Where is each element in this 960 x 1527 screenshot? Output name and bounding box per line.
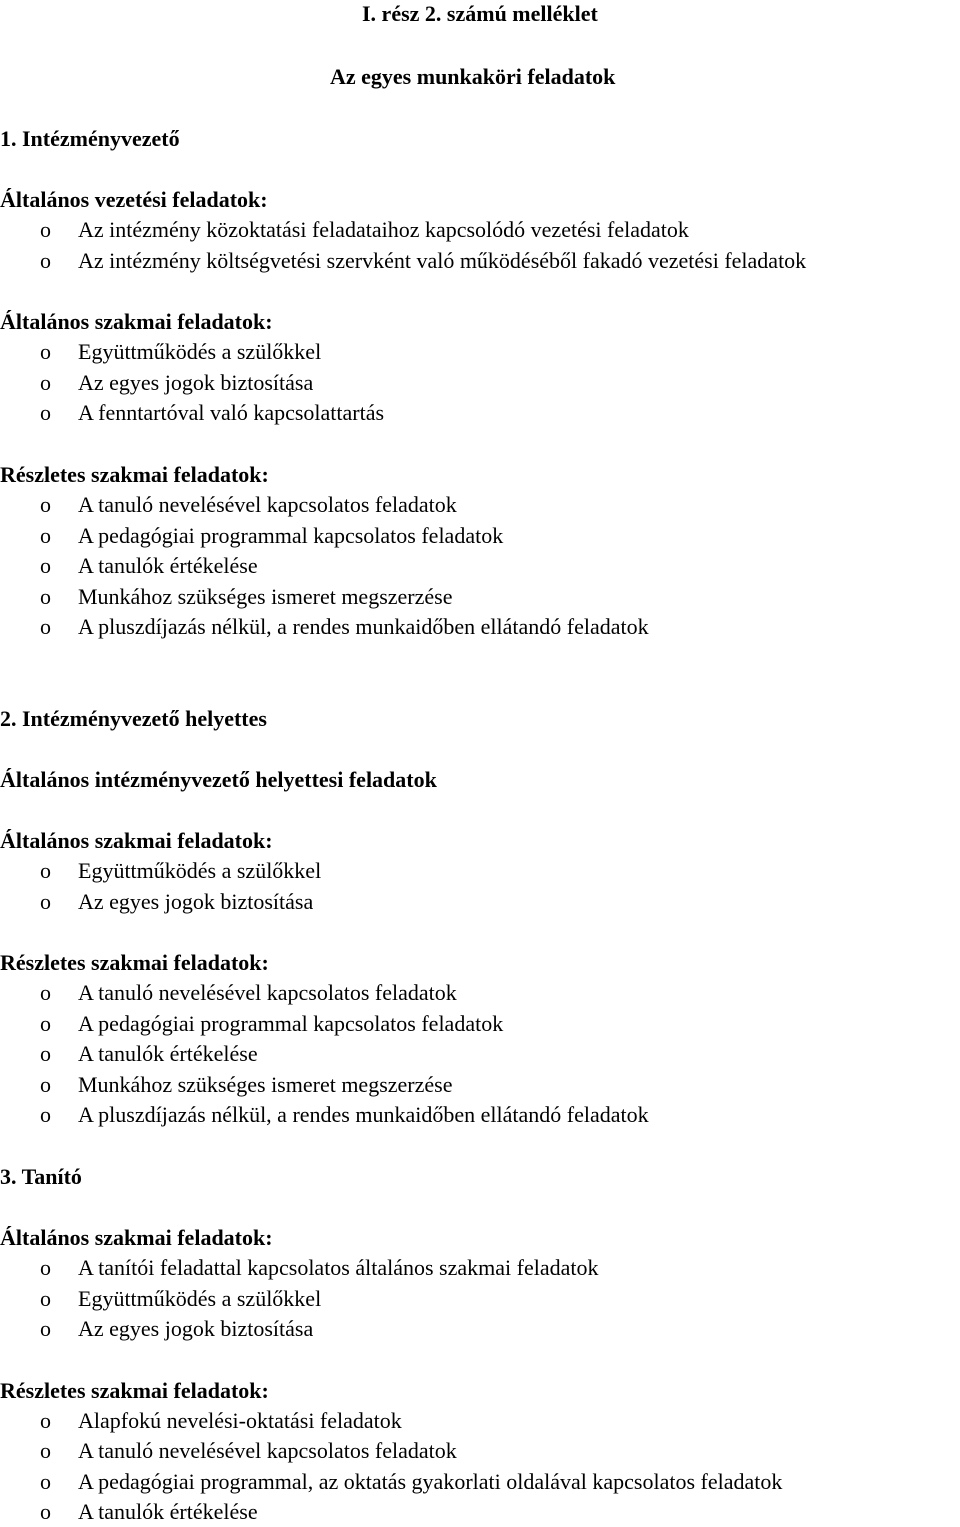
list-item-text: Együttműködés a szülőkkel [78, 1286, 322, 1311]
list-item-text: Az intézmény közoktatási feladataihoz kapcsolódó vezetési feladatok [78, 217, 689, 242]
list-item-text: A pedagógiai programmal, az oktatás gyakorlati oldalával kapcsolatos feladatok [78, 1469, 783, 1494]
list-item-text: A tanuló nevelésével kapcsolatos feladatok [78, 980, 457, 1005]
bullet-marker: o [40, 1102, 51, 1127]
bullet-marker: o [40, 1255, 51, 1280]
bullet-marker: o [40, 492, 51, 517]
bullet-marker: o [40, 1041, 51, 1066]
list-item-text: A tanuló nevelésével kapcsolatos feladatok [78, 492, 457, 517]
list-item-text: Az egyes jogok biztosítása [78, 1316, 314, 1341]
bullet-marker: o [40, 980, 51, 1005]
bullet-marker: o [40, 1011, 51, 1036]
bullet-marker: o [40, 1316, 51, 1341]
section-title: 3. Tanító [0, 1164, 82, 1189]
section-title: 2. Intézményvezető helyettes [0, 706, 267, 731]
section-subtitle: Általános intézményvezető helyettesi feladatok [0, 767, 437, 792]
list-item-text: A fenntartóval való kapcsolattartás [78, 400, 385, 425]
bullet-marker: o [40, 1469, 51, 1494]
list-item-text: Az egyes jogok biztosítása [78, 889, 314, 914]
bullet-marker: o [40, 370, 51, 395]
list-item-text: A tanítói feladattal kapcsolatos általános szakmai feladatok [78, 1255, 599, 1280]
bullet-marker: o [40, 523, 51, 548]
list-item-text: A tanulók értékelése [78, 1041, 258, 1066]
bullet-marker: o [40, 553, 51, 578]
list-item-text: Együttműködés a szülőkkel [78, 339, 322, 364]
list-item-text: Az intézmény költségvetési szervként való működéséből fakadó vezetési feladatok [78, 248, 807, 273]
section-title: 1. Intézményvezető [0, 126, 180, 151]
block-heading: Részletes szakmai feladatok: [0, 950, 269, 975]
bullet-marker: o [40, 1286, 51, 1311]
block-heading: Általános szakmai feladatok: [0, 1225, 273, 1250]
list-item-text: A tanulók értékelése [78, 1499, 258, 1524]
block-heading: Általános vezetési feladatok: [0, 187, 268, 212]
bullet-marker: o [40, 339, 51, 364]
bullet-marker: o [40, 1072, 51, 1097]
list-item-text: A pluszdíjazás nélkül, a rendes munkaidőben ellátandó feladatok [78, 614, 649, 639]
bullet-marker: o [40, 614, 51, 639]
bullet-marker: o [40, 400, 51, 425]
list-item-text: Munkához szükséges ismeret megszerzése [78, 1072, 453, 1097]
list-item-text: A pedagógiai programmal kapcsolatos feladatok [78, 1011, 504, 1036]
list-item-text: Együttműködés a szülőkkel [78, 858, 322, 883]
bullet-marker: o [40, 1499, 51, 1524]
block-heading: Általános szakmai feladatok: [0, 828, 273, 853]
list-item-text: A tanulók értékelése [78, 553, 258, 578]
bullet-marker: o [40, 858, 51, 883]
block-heading: Részletes szakmai feladatok: [0, 462, 269, 487]
bullet-marker: o [40, 889, 51, 914]
bullet-marker: o [40, 1408, 51, 1433]
document-title: Az egyes munkaköri feladatok [330, 64, 616, 89]
bullet-marker: o [40, 584, 51, 609]
bullet-marker: o [40, 248, 51, 273]
list-item-text: Az egyes jogok biztosítása [78, 370, 314, 395]
block-heading: Részletes szakmai feladatok: [0, 1378, 269, 1403]
list-item-text: Alapfokú nevelési-oktatási feladatok [78, 1408, 402, 1433]
bullet-marker: o [40, 217, 51, 242]
list-item-text: Munkához szükséges ismeret megszerzése [78, 584, 453, 609]
list-item-text: A pedagógiai programmal kapcsolatos feladatok [78, 523, 504, 548]
list-item-text: A pluszdíjazás nélkül, a rendes munkaidőben ellátandó feladatok [78, 1102, 649, 1127]
annex-title: I. rész 2. számú melléklet [362, 1, 598, 26]
bullet-marker: o [40, 1438, 51, 1463]
block-heading: Általános szakmai feladatok: [0, 309, 273, 334]
list-item-text: A tanuló nevelésével kapcsolatos feladatok [78, 1438, 457, 1463]
